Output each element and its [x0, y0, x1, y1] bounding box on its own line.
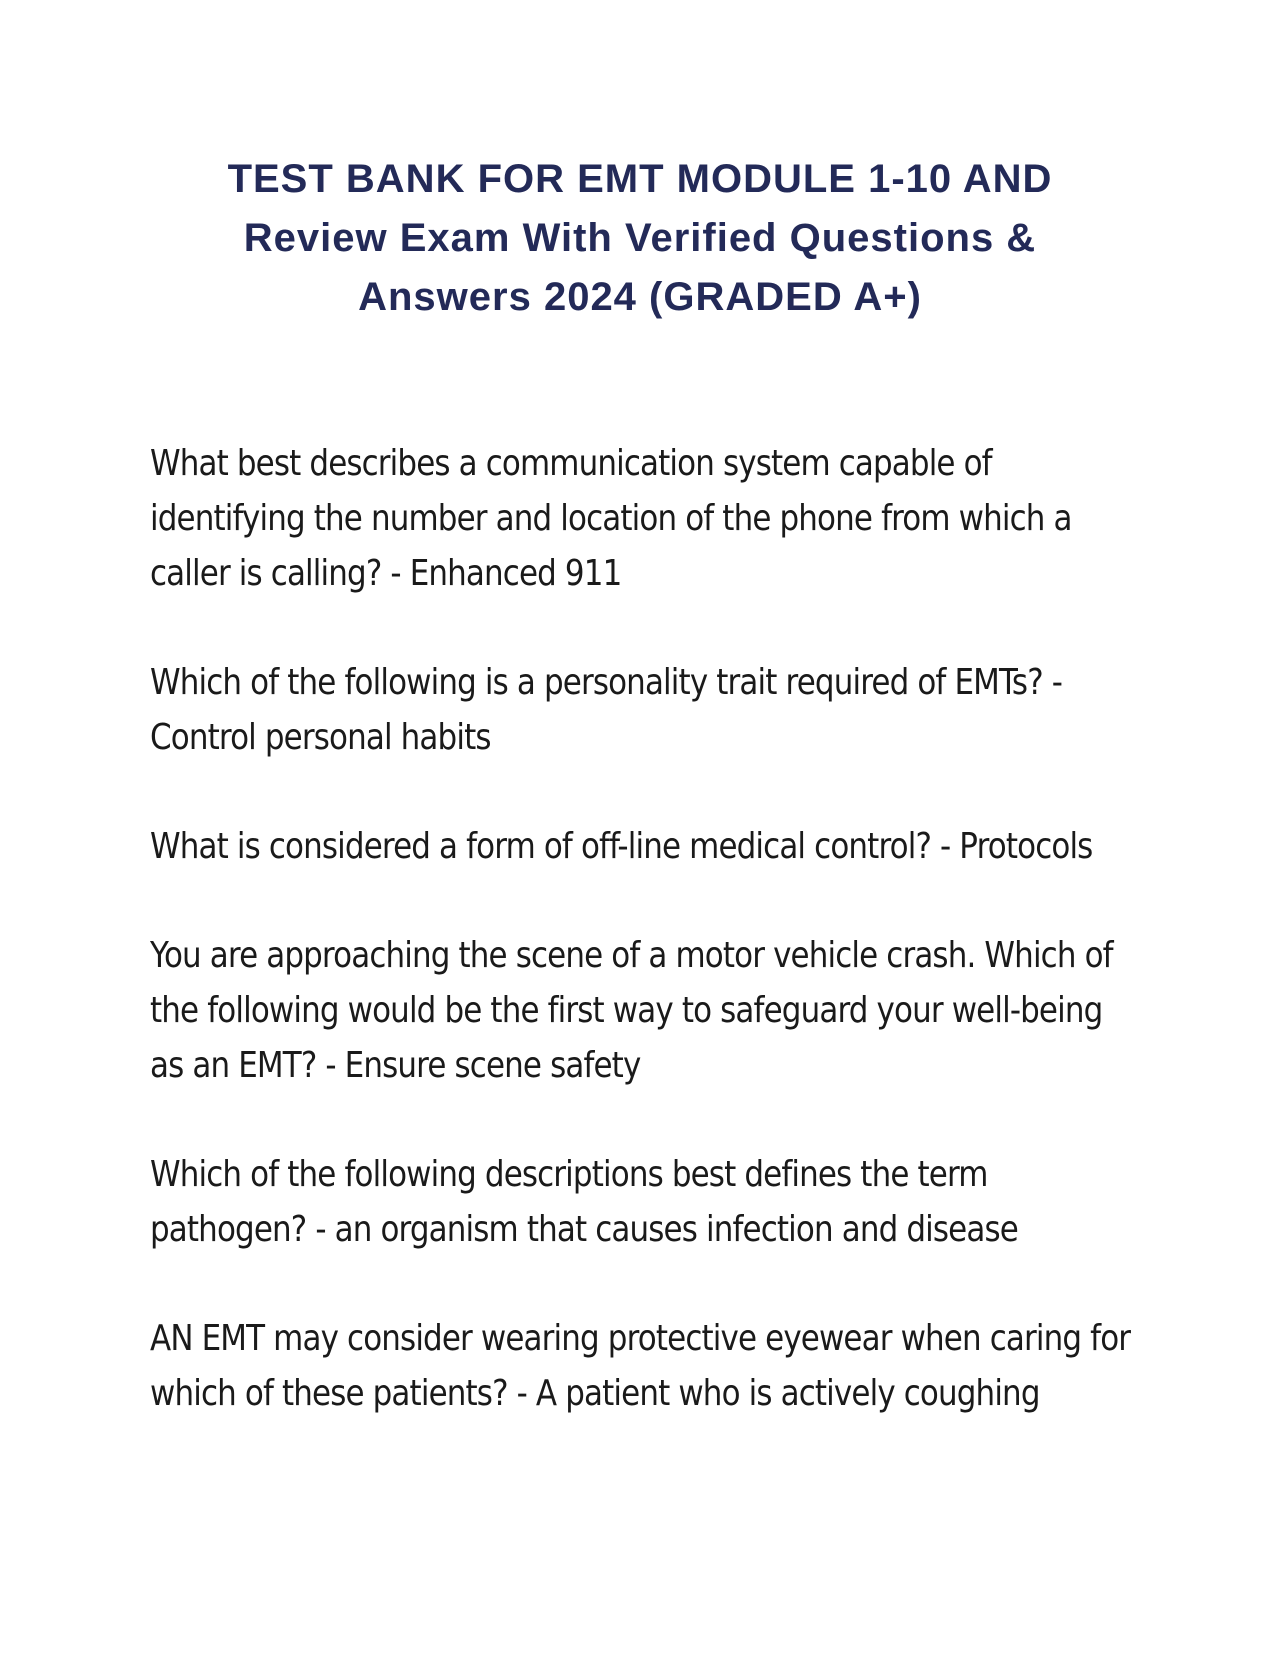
qa-line: the following would be the first way to safeguard your well-being [150, 990, 1103, 1031]
title-line: Answers 2024 (GRADED A+) [358, 275, 922, 319]
qa-line: pathogen? - an organism that causes infection and disease [150, 1209, 1018, 1250]
title-line: TEST BANK FOR EMT MODULE 1-10 AND [227, 157, 1053, 201]
document-title [120, 150, 1160, 327]
question-answer-list [150, 436, 1150, 1475]
qa-item [150, 436, 1150, 601]
title-line: Review Exam With Verified Questions & [243, 216, 1037, 260]
qa-line: as an EMT? - Ensure scene safety [150, 1045, 641, 1086]
qa-line: identifying the number and location of the phone from which a [150, 498, 1072, 539]
qa-line: Control personal habits [150, 717, 491, 758]
qa-line: Which of the following is a personality trait required of EMTs? - [150, 662, 1063, 703]
qa-item [150, 1311, 1150, 1421]
qa-line: AN EMT may consider wearing protective eyewear when caring for [150, 1318, 1131, 1359]
qa-line: What is considered a form of off-line medical control? - Protocols [150, 826, 1093, 867]
qa-line: What best describes a communication system capable of [150, 443, 992, 484]
qa-item [150, 928, 1150, 1093]
qa-item [150, 655, 1150, 765]
qa-item [150, 1147, 1150, 1257]
qa-line: caller is calling? - Enhanced 911 [150, 553, 622, 594]
qa-line: You are approaching the scene of a motor vehicle crash. Which of [150, 935, 1113, 976]
qa-line: Which of the following descriptions best defines the term [150, 1154, 988, 1195]
qa-item [150, 819, 1150, 874]
qa-line: which of these patients? - A patient who is actively coughing [150, 1373, 1040, 1414]
